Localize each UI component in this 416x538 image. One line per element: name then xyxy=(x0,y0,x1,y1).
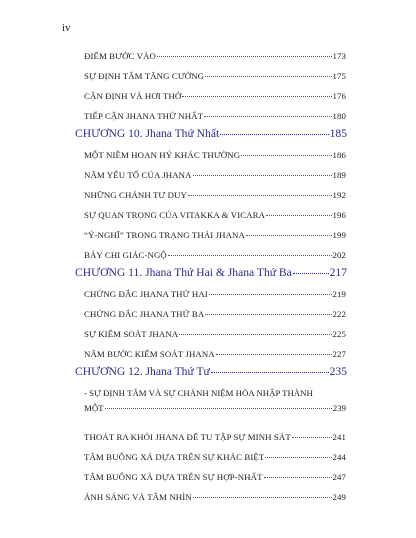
toc-entry-page: 186 xyxy=(332,150,346,160)
toc-entry[interactable] xyxy=(84,170,346,180)
toc-chapter-title: CHƯƠNG 10. Jhana Thứ Nhất xyxy=(75,127,220,140)
toc-entry-page: 189 xyxy=(332,170,346,180)
toc-entry[interactable] xyxy=(84,71,346,81)
dot-leader xyxy=(168,255,332,256)
toc-entry-page: 173 xyxy=(332,51,346,61)
toc-entry[interactable] xyxy=(84,289,346,299)
dot-leader xyxy=(293,273,329,274)
toc-entry-title: CẬN ĐỊNH VÀ HƠI THỞ xyxy=(84,91,182,101)
toc-entry[interactable] xyxy=(84,472,346,482)
dot-leader xyxy=(264,477,332,478)
toc-entry[interactable] xyxy=(84,150,346,160)
toc-entry-page: 199 xyxy=(332,230,346,240)
dot-leader xyxy=(205,76,331,77)
dot-leader xyxy=(182,96,331,97)
toc-entry-title: SỰ ĐỊNH TÂM TĂNG CƯỜNG xyxy=(84,71,205,81)
toc-entry-title: TÂM BUÔNG XẢ DỰA TRÊN SỰ KHÁC BIỆT xyxy=(84,452,265,462)
dot-leader xyxy=(188,195,331,196)
toc-entry[interactable] xyxy=(84,432,346,442)
dot-leader xyxy=(265,457,331,458)
dot-leader xyxy=(211,372,329,373)
toc-entry-title: NHỮNG CHÁNH TƯ DUY xyxy=(84,190,188,200)
toc-chapter-title: CHƯƠNG 12. Jhana Thứ Tư xyxy=(75,365,210,378)
toc-entry[interactable] xyxy=(84,309,346,319)
toc-entry[interactable] xyxy=(84,230,346,240)
toc-entry-page: 227 xyxy=(332,349,346,359)
toc-entry-page: 176 xyxy=(332,91,346,101)
dot-leader xyxy=(105,408,332,409)
dot-leader xyxy=(216,354,332,355)
toc-entry-title: NĂM BƯỚC KIỂM SOÁT JHANA xyxy=(84,349,215,359)
toc-entry[interactable] xyxy=(84,111,346,121)
toc-entry[interactable] xyxy=(84,190,346,200)
toc-entry-title: - SỰ ĐỊNH TÂM VÀ SỰ CHÁNH NIỆM HÒA NHẬP THÀNH xyxy=(84,388,313,398)
toc-chapter-page: 217 xyxy=(329,266,347,279)
toc-entry[interactable] xyxy=(84,210,346,220)
toc-entry-page: 249 xyxy=(332,492,346,502)
toc-entry-title: TÂM BUÔNG XẢ DỰA TRÊN SỰ HỢP-NHẤT xyxy=(84,472,263,482)
toc-entry-title: ĐIỂM BƯỚC VÀO xyxy=(84,51,156,61)
toc-entry-title: SỰ KIỂM SOÁT JHANA xyxy=(84,329,179,339)
toc-entry-page: 239 xyxy=(332,403,346,413)
toc-entry-page: 196 xyxy=(332,210,346,220)
toc-entry-title: CHỨNG ĐẮC JHANA THỨ HAI xyxy=(84,289,208,299)
toc-chapter[interactable] xyxy=(75,266,347,279)
toc-entry-page: 175 xyxy=(332,71,346,81)
toc-entry[interactable] xyxy=(84,91,346,101)
toc-entry-title: BẢY CHI GIÁC-NGỘ xyxy=(84,250,167,260)
toc-entry-page: 247 xyxy=(332,472,346,482)
toc-entry[interactable] xyxy=(84,388,346,413)
toc-entry[interactable] xyxy=(84,492,346,502)
toc-entry-title: TIẾP CẬN JHANA THỨ NHẤT xyxy=(84,111,204,121)
dot-leader xyxy=(266,215,331,216)
toc-entry-title-continued: MỘT xyxy=(84,403,104,413)
toc-entry-page: 222 xyxy=(332,309,346,319)
dot-leader xyxy=(246,235,332,236)
toc-entry-page: 244 xyxy=(332,452,346,462)
toc-entry-title: “Ý-NGHĨ” TRONG TRẠNG THÁI JHANA xyxy=(84,230,245,240)
toc-entry-page: 225 xyxy=(332,329,346,339)
toc-entry-page: 219 xyxy=(332,289,346,299)
toc-entry[interactable] xyxy=(84,349,346,359)
toc-entry-title: CHỨNG ĐẮC JHANA THỨ BA xyxy=(84,309,205,319)
toc-chapter-page: 185 xyxy=(329,127,347,140)
toc-entry-page: 180 xyxy=(332,111,346,121)
toc-entry-title: NĂM YẾU TỐ CỦA JHANA xyxy=(84,170,192,180)
toc-entry[interactable] xyxy=(84,51,346,61)
toc-entry[interactable] xyxy=(84,452,346,462)
toc-entry-page: 192 xyxy=(332,190,346,200)
toc-chapter[interactable] xyxy=(75,365,347,378)
dot-leader xyxy=(241,155,331,156)
toc-entry-page: 202 xyxy=(332,250,346,260)
dot-leader xyxy=(193,497,332,498)
dot-leader xyxy=(204,116,331,117)
toc-entry-title: THOÁT RA KHỎI JHANA ĐỂ TU TẬP SỰ MINH SÁT xyxy=(84,432,291,442)
dot-leader xyxy=(205,314,331,315)
toc-entry-title: SỰ QUAN TRỌNG CỦA VITAKKA & VICARA xyxy=(84,210,266,220)
dot-leader xyxy=(292,437,332,438)
toc-entry-title: ÁNH SÁNG VÀ TÂM NHÌN xyxy=(84,492,192,502)
dot-leader xyxy=(209,294,332,295)
toc-chapter-page: 235 xyxy=(329,365,347,378)
dot-leader xyxy=(179,334,331,335)
page-number: iv xyxy=(62,22,71,34)
toc-entry[interactable] xyxy=(84,329,346,339)
toc-entry-title: MỘT NIỀM HOAN HỶ KHÁC THƯỜNG xyxy=(84,150,241,160)
toc-entry-page: 241 xyxy=(332,432,346,442)
dot-leader xyxy=(220,134,328,135)
dot-leader xyxy=(157,56,332,57)
toc-chapter[interactable] xyxy=(75,127,347,140)
toc-entry[interactable] xyxy=(84,250,346,260)
dot-leader xyxy=(193,175,332,176)
toc-chapter-title: CHƯƠNG 11. Jhana Thứ Hai & Jhana Thứ Ba xyxy=(75,266,292,279)
